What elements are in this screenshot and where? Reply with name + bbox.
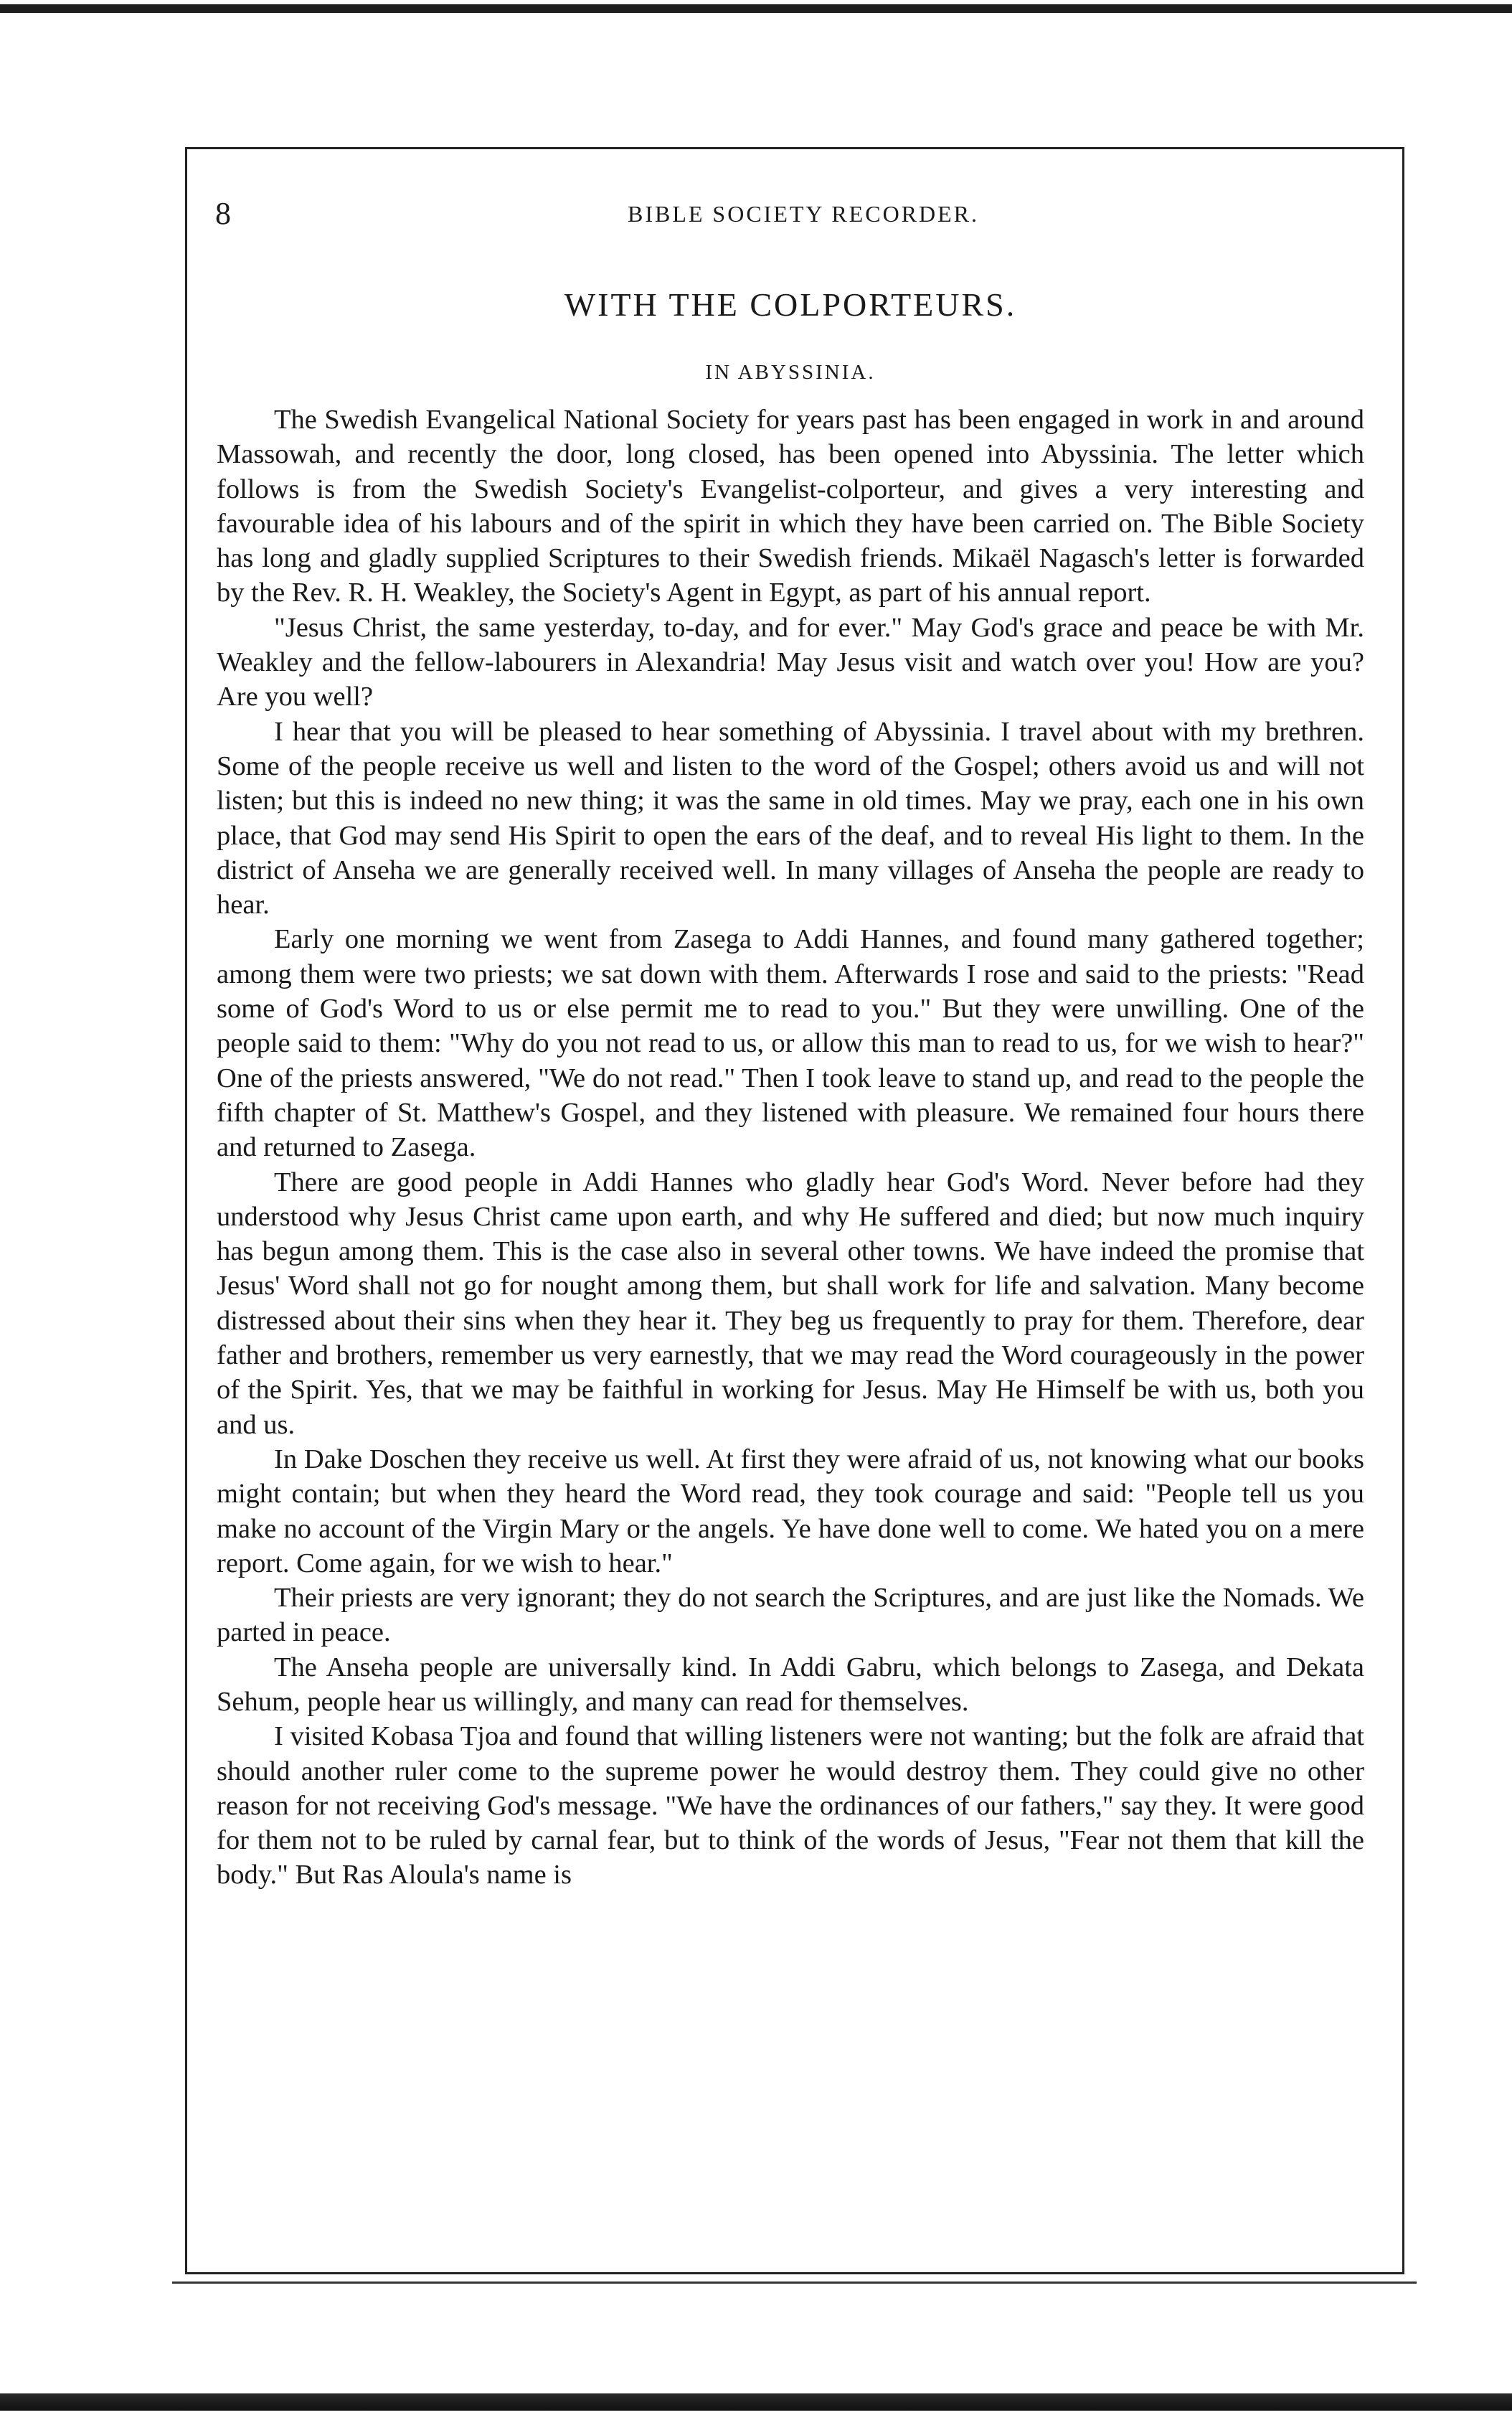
page-number: 8 [215,196,231,231]
paragraph: In Dake Doschen they receive us well. At first they were afraid of us, not knowing what our books might contain; but when they heard the Word read, they took courage and said: "People tell us you make no account of the Virgin Mary or the angels. Ye have done well to come. We hated you on a mere report. Come again, for we wish to hear." [217,1444,1364,1578]
article-body [217,402,1364,1893]
section-title: WITH THE COLPORTEURS. [564,286,1017,323]
paragraph: "Jesus Christ, the same yesterday, to-day, and for ever." May God's grace and peace be with Mr. Weakley and the fellow-labourers in Alexandria! May Jesus visit and watch over you! How are you? Are you well? [217,612,1364,712]
paragraph: There are good people in Addi Hannes who gladly hear God's Word. Never before had they understood why Jesus Christ came upon earth, and why He suffered and died; but now much inquiry has begun among them. This is the case also in several other towns. We have indeed the promise that Jesus' Word shall not go for nought among them, but shall work for life and salvation. Many become distressed about their sins when they hear it. They beg us frequently to pray for them. Therefore, dear father and brothers, remember us very earnestly, that we may read the Word courageously in the power of the Spirit. Yes, that we may be faithful in working for Jesus. May He Himself be with us, both you and us. [217,1167,1364,1440]
paragraph: I visited Kobasa Tjoa and found that willing listeners were not wanting; but the folk are afraid that should another ruler come to the supreme power he would destroy them. They could give no other reason for not receiving God's message. "We have the ordinances of our fathers," say they. It were good for them not to be ruled by carnal fear, but to think of the words of Jesus, "Fear not them that kill the body." But Ras Aloula's name is [217,1721,1364,1890]
frame-bottom-rule [172,2282,1417,2284]
top-edge-rule [0,4,1512,13]
section-subtitle: IN ABYSSINIA. [705,361,876,384]
paragraph: Their priests are very ignorant; they do not search the Scriptures, and are just like the Nomads. We parted in peace. [217,1583,1364,1648]
running-head [215,192,1391,235]
bottom-edge-rule [0,2393,1512,2411]
paragraph: Early one morning we went from Zasega to Addi Hannes, and found many gathered together; among them were two priests; we sat down with them. Afterwards I rose and said to the priests: "Read some of God's Word to us or else permit me to read to you." But they were unwilling. One of the people said to them: "Why do you not read to us, or allow this man to read to us, for we wish to hear?" One of the priests answered, "We do not read." Then I took leave to stand up, and read to the people the fifth chapter of St. Matthew's Gospel, and they listened with pleasure. We remained four hours there and returned to Zasega. [217,924,1364,1163]
paragraph: The Swedish Evangelical National Society for years past has been engaged in work in and around Massowah, and recently the door, long closed, has been opened into Abyssinia. The letter which follows is from the Swedish Society's Evangelist-colporteur, and gives a very interesting and favourable idea of his labours and of the spirit in which they have been carried on. The Bible Society has long and gladly supplied Scriptures to their Swedish friends. Mikaël Nagasch's letter is forwarded by the Rev. R. H. Weakley, the Society's Agent in Egypt, as part of his annual report. [217,405,1364,608]
paragraph: I hear that you will be pleased to hear something of Abyssinia. I travel about with my brethren. Some of the people receive us well and listen to the word of the Gospel; others avoid us and will not listen; but this is indeed no new thing; it was the same in old times. May we pray, each one in his own place, that God may send His Spirit to open the ears of the deaf, and to reveal His light to them. In the district of Anseha we are generally received well. In many villages of Anseha the people are ready to hear. [217,716,1364,920]
journal-title: BIBLE SOCIETY RECORDER. [627,201,980,227]
article [217,283,1364,1893]
paragraph: The Anseha people are universally kind. In Addi Gabru, which belongs to Zasega, and Dekata Sehum, people hear us willingly, and many can read for themselves. [217,1652,1364,1717]
